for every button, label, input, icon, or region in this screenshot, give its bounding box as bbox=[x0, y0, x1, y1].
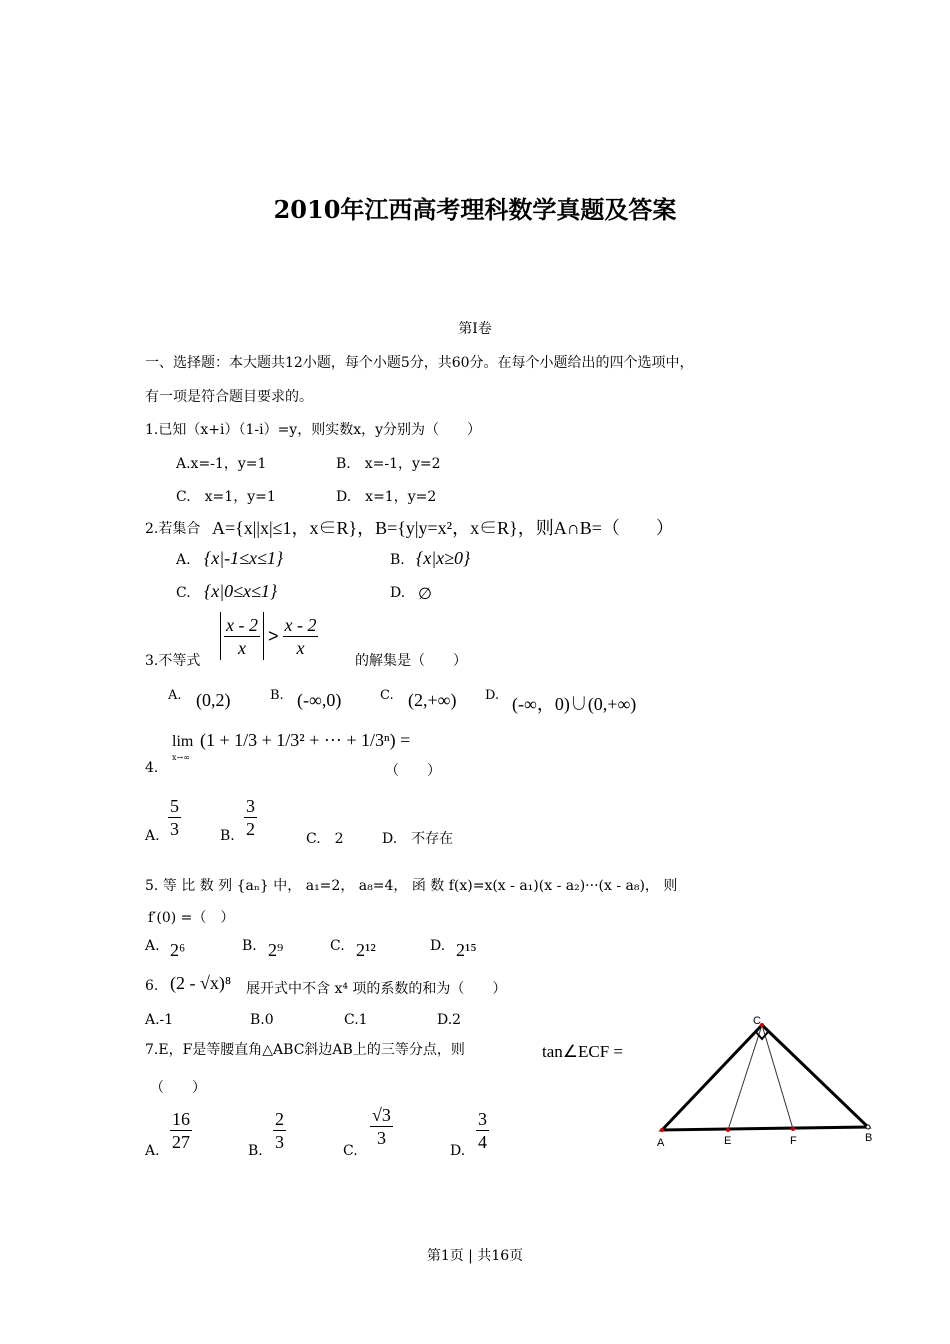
q7-option-a-value bbox=[170, 1108, 192, 1153]
q4-option-d: D. 不存在 bbox=[382, 831, 454, 847]
page-title: 2010年江西高考理科数学真题及答案 bbox=[273, 195, 677, 224]
denominator: 4 bbox=[478, 1132, 487, 1152]
q7-option-a-label: A. bbox=[145, 1143, 160, 1159]
numerator: √3 bbox=[372, 1105, 391, 1125]
denominator: 27 bbox=[172, 1132, 190, 1152]
q2-expression: A={x||x|≤1，x∈R}，B={y|y=x²，x∈R}，则A∩B=（ ） bbox=[212, 518, 674, 538]
q2-option-c-label: C. bbox=[176, 585, 191, 601]
q3-stem: 3.不等式 bbox=[145, 653, 201, 669]
q3-tail: 的解集是（ ） bbox=[355, 653, 467, 669]
q3-rhs-numerator: x - 2 bbox=[284, 614, 317, 635]
numerator: 5 bbox=[170, 796, 179, 816]
q6-option-c: C.1 bbox=[344, 1012, 368, 1028]
q3-rhs-denominator: x bbox=[296, 637, 305, 658]
q3-lhs-denominator: x bbox=[237, 637, 246, 658]
point-b bbox=[866, 1125, 870, 1129]
q5-option-b-value: 2⁹ bbox=[268, 940, 284, 960]
q1-option-a: A.x=-1，y=1 bbox=[176, 456, 267, 472]
q6-stem: 6. bbox=[145, 978, 159, 994]
q7-option-d-value bbox=[476, 1108, 489, 1153]
denominator: 2 bbox=[246, 819, 255, 839]
q4-option-b-label: B. bbox=[220, 828, 235, 844]
label-f: F bbox=[790, 1135, 797, 1147]
denominator: 3 bbox=[376, 1128, 386, 1148]
q1-option-b: B. x=-1，y=2 bbox=[336, 456, 441, 472]
label-a: A bbox=[657, 1137, 665, 1149]
section-heading: 第Ⅰ卷 bbox=[458, 321, 492, 337]
point-e bbox=[726, 1128, 730, 1132]
q4-paren: （ ） bbox=[385, 763, 441, 779]
q3-inequality bbox=[220, 612, 318, 660]
denominator: 3 bbox=[170, 819, 179, 839]
q4-expression: (1 + 1/3 + 1/3² + ··· + 1/3ⁿ) = bbox=[200, 730, 411, 750]
intro-line-1: 一、选择题：本大题共12小题，每个小题5分，共60分。在每个小题给出的四个选项中， bbox=[145, 355, 694, 371]
q7-expression: tan∠ECF = bbox=[542, 1042, 624, 1061]
triangle-figure bbox=[640, 1010, 900, 1155]
point-f bbox=[791, 1127, 795, 1131]
q2-option-d-value: ∅ bbox=[418, 584, 432, 603]
q6-option-a: A.-1 bbox=[145, 1012, 174, 1028]
numerator: 16 bbox=[172, 1109, 190, 1129]
q5-option-d-label: D. bbox=[430, 938, 446, 954]
page-footer: 第1页 | 共16页 bbox=[426, 1248, 524, 1264]
q2-stem: 2.若集合 bbox=[145, 521, 201, 537]
numerator: 3 bbox=[246, 796, 255, 816]
q3-option-c-value: (2,+∞) bbox=[408, 690, 457, 710]
q2-option-a-label: A. bbox=[176, 552, 191, 568]
q1-option-d: D. x=1，y=2 bbox=[336, 489, 437, 505]
q3-lhs-numerator: x - 2 bbox=[226, 614, 258, 635]
q4-option-c: C. 2 bbox=[306, 831, 344, 847]
q3-option-d-label: D. bbox=[485, 688, 500, 703]
q1-option-c: C. x=1，y=1 bbox=[176, 489, 276, 505]
denominator: 3 bbox=[275, 1132, 284, 1152]
label-e: E bbox=[724, 1135, 732, 1147]
q6-option-d: D.2 bbox=[437, 1012, 462, 1028]
q3-gt: > bbox=[267, 625, 279, 646]
q6-tail: 展开式中不含 x⁴ 项的系数的和为（ ） bbox=[246, 981, 507, 997]
q5-option-a-label: A. bbox=[145, 938, 160, 954]
q5-option-c-value: 2¹² bbox=[356, 940, 376, 960]
q7-option-b-label: B. bbox=[248, 1143, 263, 1159]
q7-option-c-label: C. bbox=[343, 1143, 358, 1159]
q3-option-d-value: (-∞，0)∪(0,+∞) bbox=[512, 694, 637, 714]
point-a bbox=[660, 1128, 664, 1132]
q5-option-b-label: B. bbox=[242, 938, 257, 954]
q7-paren: （ ） bbox=[150, 1080, 206, 1096]
q3-option-a-value: (0,2) bbox=[196, 690, 231, 710]
triangle-abc bbox=[662, 1025, 868, 1130]
label-b: B bbox=[865, 1132, 873, 1144]
q2-option-b-label: B. bbox=[390, 552, 405, 568]
q5-option-d-value: 2¹⁵ bbox=[456, 940, 477, 960]
q7-option-c-value bbox=[370, 1104, 393, 1149]
q2-option-b-value: {x|x≥0} bbox=[416, 548, 471, 568]
q6-option-b: B.0 bbox=[250, 1012, 274, 1028]
q1-stem: 1.已知（x+i）（1-i）=y，则实数x，y分别为（ ） bbox=[145, 422, 482, 438]
q4-option-a-label: A. bbox=[145, 828, 160, 844]
q4-number: 4. bbox=[145, 760, 159, 776]
q3-option-c-label: C. bbox=[380, 688, 394, 703]
q2-option-d-label: D. bbox=[390, 585, 406, 601]
q7-option-b-value bbox=[273, 1108, 286, 1153]
label-c: C bbox=[753, 1015, 761, 1027]
q7-stem: 7.E，F是等腰直角△ABC斜边AB上的三等分点，则 bbox=[145, 1042, 465, 1058]
q4-lim: lim bbox=[172, 733, 194, 750]
q2-option-a-value: {x|-1≤x≤1} bbox=[204, 548, 284, 568]
q4-lim-subscript: x→∞ bbox=[172, 753, 190, 762]
q7-option-d-label: D. bbox=[450, 1143, 466, 1159]
q3-option-b-value: (-∞,0) bbox=[297, 690, 342, 710]
q5-line-1: 5. 等 比 数 列 {aₙ} 中， a₁=2， a₈=4， 函 数 f(x)=x(x - a₁)(x - a₂)···(x - a₈)， 则 bbox=[145, 878, 678, 894]
q5-line-2: f′(0) =（ ） bbox=[148, 910, 235, 926]
q3-option-a-label: A. bbox=[168, 688, 182, 703]
q4-option-a-value bbox=[168, 795, 181, 840]
numerator: 3 bbox=[478, 1109, 487, 1129]
q2-option-c-value: {x|0≤x≤1} bbox=[204, 581, 278, 601]
q5-option-a-value: 2⁶ bbox=[170, 940, 186, 960]
q5-option-c-label: C. bbox=[330, 938, 345, 954]
intro-line-2: 有一项是符合题目要求的。 bbox=[145, 389, 313, 405]
q6-expression: (2 - √x)⁸ bbox=[170, 973, 232, 993]
q4-option-b-value bbox=[244, 795, 257, 840]
q3-option-b-label: B. bbox=[270, 688, 284, 703]
numerator: 2 bbox=[275, 1109, 284, 1129]
